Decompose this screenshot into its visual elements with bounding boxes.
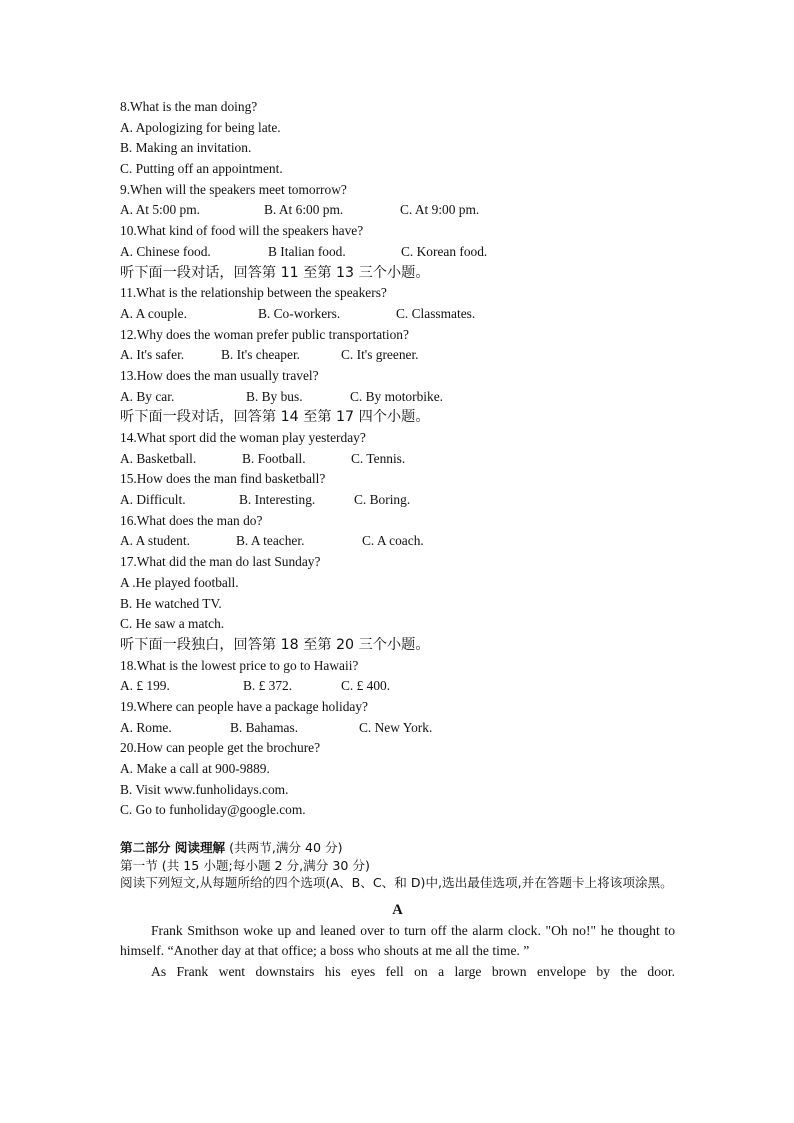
- question-11-option-b: B. Co-workers.: [258, 305, 341, 321]
- question-17-option-b: B. He watched TV.: [120, 595, 222, 611]
- question-20-option-a: A. Make a call at 900-9889.: [120, 761, 270, 776]
- listening-instruction-18-20: 听下面一段独白，回答第 18 至第 20 三个小题。: [120, 636, 430, 653]
- question-11: 11.What is the relationship between the speakers?: [120, 285, 387, 301]
- question-18-option-b: B. £ 372.: [243, 678, 293, 694]
- question-13-options: [120, 387, 675, 408]
- question-18-option-c: C. £ 400.: [341, 678, 391, 694]
- question-8-option-c: C. Putting off an appointment.: [120, 161, 283, 177]
- question-12-option-c: C. It's greener.: [341, 347, 419, 363]
- question-11-option-a: A. A couple.: [120, 305, 187, 321]
- question-20-option-c: C. Go to funholiday@google.com.: [120, 802, 306, 818]
- question-13: 13.How does the man usually travel?: [120, 367, 319, 383]
- question-19-option-b: B. Bahamas.: [230, 719, 299, 735]
- question-17-option-a: A .He played football.: [120, 574, 239, 590]
- question-10: 10.What kind of food will the speakers have?: [120, 223, 364, 239]
- question-17: 17.What did the man do last Sunday?: [120, 554, 321, 570]
- passage-title: A: [392, 901, 403, 918]
- question-10-option-c: C. Korean food.: [401, 243, 488, 259]
- question-11-option-c: C. Classmates.: [396, 305, 476, 321]
- passage-paragraph-1: Frank Smithson woke up and leaned over to turn off the alarm clock. "Oh no!" he thought to himself. “Another day at that office; a boss who shouts at me all the time. ”: [120, 922, 675, 959]
- question-16-option-c: C. A coach.: [362, 533, 424, 549]
- question-16-option-a: A. A student.: [120, 533, 190, 549]
- question-18: 18.What is the lowest price to go to Hawaii?: [120, 657, 359, 673]
- question-12-option-b: B. It's cheaper.: [221, 347, 301, 363]
- listening-instruction-11-13: 听下面一段对话，回答第 11 至第 13 三个小题。: [120, 264, 430, 281]
- question-16-options: [120, 531, 675, 552]
- question-15-option-c: C. Boring.: [354, 492, 411, 508]
- question-12-option-a: A. It's safer.: [120, 347, 185, 363]
- question-19-option-c: C. New York.: [359, 719, 433, 735]
- question-18-options: [120, 676, 675, 697]
- question-17-option-c: C. He saw a match.: [120, 616, 225, 632]
- question-8-option-b: B. Making an invitation.: [120, 140, 252, 156]
- question-15: 15.How does the man find basketball?: [120, 471, 326, 487]
- question-14-option-b: B. Football.: [242, 450, 306, 466]
- part2-heading-note: (共两节,满分 40 分): [225, 840, 343, 856]
- question-12-options: [120, 345, 675, 366]
- exam-page: [120, 97, 675, 983]
- question-14-option-a: A. Basketball.: [120, 450, 197, 466]
- question-9: 9.When will the speakers meet tomorrow?: [120, 181, 347, 197]
- question-20-option-b: B. Visit www.funholidays.com.: [120, 781, 289, 797]
- question-14-option-c: C. Tennis.: [351, 450, 406, 466]
- question-15-option-a: A. Difficult.: [120, 492, 186, 508]
- question-19-option-a: A. Rome.: [120, 719, 172, 735]
- question-9-option-c: C. At 9:00 pm.: [400, 202, 480, 218]
- question-9-options: [120, 200, 675, 221]
- reading-instructions: 阅读下列短文,从每题所给的四个选项(A、B、C、和 D)中,选出最佳选项,并在答题卡上将该项涂黑。: [120, 875, 673, 891]
- question-10-option-a: A. Chinese food.: [120, 243, 211, 259]
- listening-instruction-14-17: 听下面一段对话，回答第 14 至第 17 四个小题。: [120, 409, 430, 426]
- question-10-options: [120, 242, 675, 263]
- question-20: 20.How can people get the brochure?: [120, 740, 321, 756]
- question-12: 12.Why does the woman prefer public transportation?: [120, 326, 409, 342]
- question-19: 19.Where can people have a package holiday?: [120, 698, 368, 714]
- question-8-option-a: A. Apologizing for being late.: [120, 119, 281, 135]
- question-15-options: [120, 490, 675, 511]
- passage-paragraph-2: As Frank went downstairs his eyes fell on a large brown envelope by the door.: [151, 963, 675, 979]
- section1-heading: 第一节 (共 15 小题;每小题 2 分,满分 30 分): [120, 857, 370, 873]
- question-13-option-c: C. By motorbike.: [350, 388, 443, 404]
- question-14-options: [120, 449, 675, 470]
- question-8: 8.What is the man doing?: [120, 99, 258, 114]
- part2-heading: [120, 839, 675, 857]
- question-19-options: [120, 718, 675, 739]
- part2-heading-title: 第二部分 阅读理解: [120, 840, 226, 856]
- question-9-option-a: A. At 5:00 pm.: [120, 202, 200, 218]
- question-9-option-b: B. At 6:00 pm.: [264, 202, 344, 218]
- question-15-option-b: B. Interesting.: [239, 492, 316, 508]
- question-16: 16.What does the man do?: [120, 512, 263, 528]
- question-16-option-b: B. A teacher.: [236, 533, 305, 549]
- question-14: 14.What sport did the woman play yesterday?: [120, 430, 366, 445]
- question-18-option-a: A. £ 199.: [120, 678, 170, 694]
- question-13-option-b: B. By bus.: [246, 388, 303, 404]
- question-13-option-a: A. By car.: [120, 388, 175, 404]
- question-10-option-b: B Italian food.: [268, 243, 346, 259]
- question-11-options: [120, 304, 675, 325]
